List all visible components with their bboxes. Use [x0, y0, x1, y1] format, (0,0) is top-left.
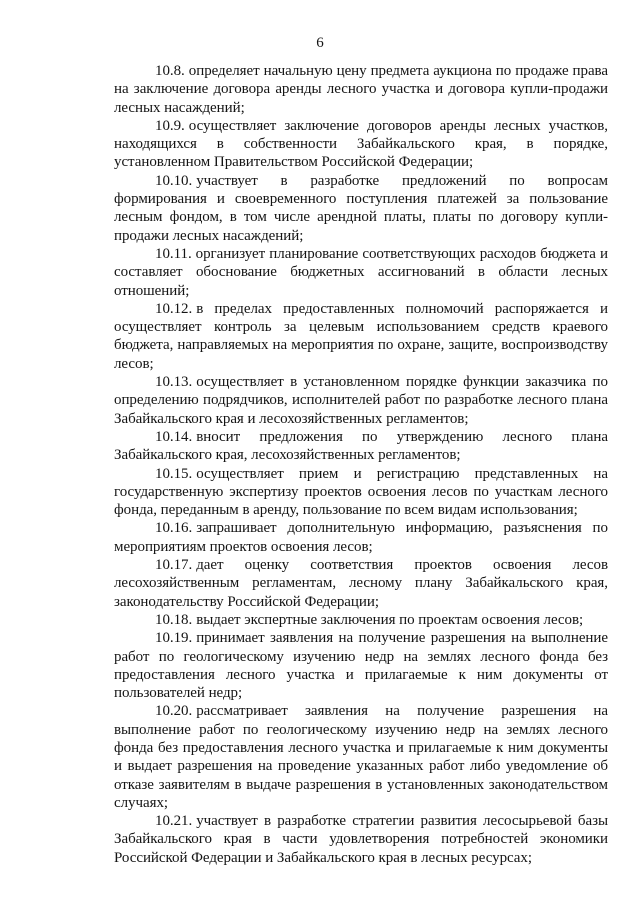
paragraph-text: определяет начальную цену предмета аукциона по продаже права на заключение договора аренды лесного участка и договора купли-продажи лесных насаждений;: [114, 63, 608, 116]
paragraph-10-16: [114, 519, 608, 556]
paragraph-text: запрашивает дополнительную информацию, разъяснения по мероприятиям проектов освоения лесов;: [114, 520, 608, 555]
paragraph-10-15: [114, 465, 608, 520]
paragraph-text: участвует в разработке стратегии развития лесосырьевой базы Забайкальского края в части удовлетворения потребностей экономики Российской Федерации и Забайкальского края в лесных ресурсах;: [114, 813, 608, 866]
paragraph-number: 10.21.: [155, 813, 193, 830]
paragraph-number: 10.13.: [155, 374, 193, 391]
paragraph-number: 10.16.: [155, 520, 193, 537]
paragraph-text: рассматривает заявления на получение разрешения на выполнение работ по геологическому изучению недр на землях лесного фонда без предоставления лесного участка и прилагаемые к ним документы и выдает разрешения на проведение указанных работ либо уведомление об отказе заявителям в выдаче разрешения в установленных законодательством случаях;: [114, 703, 608, 811]
paragraph-10-13: [114, 373, 608, 428]
paragraph-text: принимает заявления на получение разрешения на выполнение работ по геологическому изучению недр на землях лесного фонда без предоставления лесного участка и прилагаемые к ним документы от пользователей недр;: [114, 630, 608, 702]
paragraph-text: вносит предложения по утверждению лесного плана Забайкальского края, лесохозяйственных регламентов;: [114, 428, 608, 464]
paragraph-text: осуществляет прием и регистрацию представленных на государственную экспертизу проектов освоения лесов по участкам лесного фонда, переданным в аренду, пользование по всем видам использования;: [114, 465, 608, 519]
document-body: [114, 62, 608, 867]
paragraph-number: 10.12.: [155, 300, 193, 317]
paragraph-number: 10.9.: [155, 117, 185, 134]
paragraph-text: в пределах предоставленных полномочий распоряжается и осуществляет контроль за целевым использованием средств краевого бюджета, направляемых на мероприятия по охране, защите, воспроизводству лесов;: [114, 300, 608, 372]
paragraph-text: организует планирование соответствующих расходов бюджета и составляет обоснование бюджетных ассигнований в области лесных отношений;: [114, 245, 608, 299]
paragraph-10-11: [114, 245, 608, 300]
paragraph-10-8: [114, 62, 608, 117]
paragraph-10-20: [114, 702, 608, 812]
page-number: 6: [316, 35, 324, 51]
paragraph-10-9: [114, 117, 608, 172]
paragraph-text: дает оценку соответствия проектов освоения лесов лесохозяйственным регламентам, лесному плану Забайкальского края, законодательству Российской Федерации;: [114, 557, 608, 610]
paragraph-number: 10.19.: [155, 630, 193, 647]
paragraph-number: 10.14.: [155, 428, 193, 445]
paragraph-number: 10.15.: [155, 465, 193, 482]
paragraph-text: осуществляет заключение договоров аренды лесных участков, находящихся в собственности Забайкальского края, в порядке, установленном Правительством Российской Федерации;: [114, 117, 608, 171]
paragraph-10-10: [114, 172, 608, 245]
paragraph-10-18: [114, 611, 608, 629]
paragraph-text: выдает экспертные заключения по проектам освоения лесов;: [196, 611, 584, 628]
paragraph-10-19: [114, 629, 608, 702]
paragraph-10-14: [114, 428, 608, 465]
paragraph-10-17: [114, 556, 608, 611]
paragraph-text: участвует в разработке предложений по вопросам формирования и своевременного поступления платежей за пользование лесным фондом, в том числе арендной платы, платы по договору купли-продажи лесных насаждений;: [114, 172, 608, 244]
paragraph-text: осуществляет в установленном порядке функции заказчика по определению подрядчиков, исполнителей работ по разработке лесного плана Забайкальского края и лесохозяйственных регламентов;: [114, 374, 608, 427]
paragraph-number: 10.18.: [155, 611, 193, 628]
paragraph-number: 10.17.: [155, 557, 193, 574]
paragraph-number: 10.10.: [155, 172, 193, 189]
paragraph-number: 10.8.: [155, 63, 185, 79]
paragraph-10-21: [114, 812, 608, 867]
paragraph-number: 10.11.: [155, 245, 192, 262]
paragraph-number: 10.20.: [155, 703, 193, 720]
paragraph-10-12: [114, 300, 608, 373]
